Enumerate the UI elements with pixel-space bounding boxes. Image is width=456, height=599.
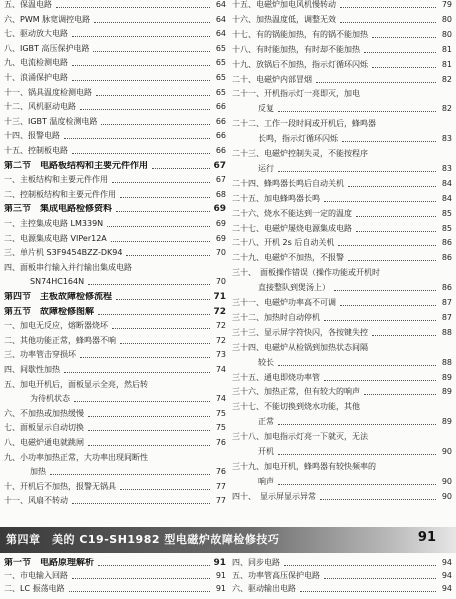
toc-entry-label: 加热 xyxy=(30,467,46,477)
toc-page-number: 80 xyxy=(441,29,452,39)
toc-leader-dots xyxy=(340,7,436,8)
toc-leader-dots xyxy=(372,335,436,336)
toc-entry xyxy=(4,496,226,506)
toc-page-number: 82 xyxy=(441,74,452,84)
toc-entry xyxy=(4,58,226,68)
toc-entry-label: 三十七、不能切换到烧水功能，其他 xyxy=(232,402,360,412)
toc-entry-label: 三、功率管击穿损坏 xyxy=(4,350,76,360)
toc-leader-dots xyxy=(107,226,210,227)
toc-entry xyxy=(4,131,226,141)
toc-page-number: 90 xyxy=(441,447,452,456)
toc-entry-label: 六、驱动输出电路 xyxy=(232,584,296,593)
toc-entry-label: 二十一、开机指示灯一亮即灭，加电 xyxy=(232,89,360,99)
toc-entry-label: 四、间歇性加热 xyxy=(4,365,60,374)
toc-page-number: 75 xyxy=(215,423,226,433)
toc-entry xyxy=(232,447,452,457)
toc-entry-label: 十、开机后不加热，报警无锅具 xyxy=(4,481,116,491)
toc-page-number: 91 xyxy=(213,558,226,568)
toc-entry xyxy=(232,209,452,219)
toc-entry xyxy=(232,268,452,278)
toc-leader-dots xyxy=(72,578,210,579)
toc-entry xyxy=(4,571,226,581)
toc-entry xyxy=(4,263,226,273)
toc-leader-dots xyxy=(316,82,436,83)
toc-page-number: 89 xyxy=(441,387,452,397)
toc-leader-dots xyxy=(356,231,436,232)
toc-entry xyxy=(4,190,226,200)
toc-page-number: 84 xyxy=(441,178,452,188)
toc-entry-label: 十五、控制板电路 xyxy=(4,146,68,155)
toc-leader-dots xyxy=(112,182,210,183)
toc-leader-dots xyxy=(278,484,436,485)
toc-leader-dots xyxy=(116,299,210,300)
toc-leader-dots xyxy=(324,380,436,381)
toc-entry-label: 长鸣，指示灯循环闪烁 xyxy=(258,134,338,144)
toc-leader-dots xyxy=(320,499,436,500)
toc-leader-dots xyxy=(278,171,436,172)
toc-page-number: 76 xyxy=(215,438,226,447)
toc-page-number: 81 xyxy=(441,59,452,69)
toc-leader-dots xyxy=(324,201,436,202)
toc-entry xyxy=(232,149,452,159)
toc-entry-label: 第五节 故障检修图解 xyxy=(4,306,95,317)
toc-page-number: 72 xyxy=(215,321,226,331)
toc-leader-dots xyxy=(300,591,436,592)
toc-entry-label: 十六、加热温度低，调整无效 xyxy=(232,14,336,24)
toc-entry xyxy=(4,44,226,54)
toc-leader-dots xyxy=(116,211,210,212)
toc-entry xyxy=(4,204,226,214)
toc-leader-dots xyxy=(372,37,436,38)
toc-leader-dots xyxy=(98,314,210,315)
toc-entry-label: 十八、有时能加热，有时却不能加热 xyxy=(232,44,360,54)
toc-entry-label: 三、单片机 S3F9454BZZ-DK94 xyxy=(4,248,123,258)
toc-entry xyxy=(232,343,452,353)
toc-entry-label: 直接整队到煲汤上） xyxy=(258,283,330,293)
toc-page-number: 64 xyxy=(215,0,226,9)
toc-entry-label: 九、小功率加热正常，大功率出现间断性 xyxy=(4,452,148,462)
toc-entry xyxy=(232,75,452,85)
toc-page-number: 66 xyxy=(215,102,226,112)
toc-leader-dots xyxy=(64,138,210,139)
toc-leader-dots xyxy=(112,328,210,329)
toc-entry-label: 三十、 面板操作错误（操作功能或开机时 xyxy=(232,268,380,278)
toc-entry xyxy=(4,482,226,492)
chapter-page-number: 91 xyxy=(417,530,436,545)
toc-entry-label: 四十、 显示屏显示异常 xyxy=(232,491,316,501)
toc-page-number: 86 xyxy=(441,283,452,293)
toc-entry xyxy=(4,438,226,448)
toc-page-number: 64 xyxy=(215,29,226,39)
toc-entry xyxy=(232,558,452,568)
toc-leader-dots xyxy=(80,109,210,110)
toc-entry-label: 二十六、烧水不能达到一定的温度 xyxy=(232,208,352,218)
toc-entry-label: 三十九、加电开机，蜂鸣器有较快频率的 xyxy=(232,461,376,471)
toc-page-number: 72 xyxy=(213,306,226,317)
toc-entry xyxy=(4,73,226,83)
toc-page-number: 87 xyxy=(441,298,452,307)
toc-leader-dots xyxy=(50,474,210,475)
toc-entry xyxy=(4,175,226,185)
toc-page-number: 70 xyxy=(215,277,226,287)
toc-page-number: 79 xyxy=(441,0,452,9)
chapter-title: 第四章 美的 C19-SH1982 型电磁炉故障检修技巧 xyxy=(6,533,280,546)
toc-page-number: 74 xyxy=(215,394,226,404)
toc-entry-label: 二十四、蜂鸣器长鸣后自动关机 xyxy=(232,178,344,188)
toc-entry xyxy=(232,0,452,10)
toc-entry-label: 七、驱动放大电路 xyxy=(4,29,68,39)
toc-page-number: 94 xyxy=(441,571,452,580)
toc-leader-dots xyxy=(120,489,210,490)
toc-entry xyxy=(232,387,452,397)
toc-entry-label: 开机 xyxy=(258,447,274,456)
toc-entry-label: 为待机状态 xyxy=(30,394,70,404)
toc-page-number: 86 xyxy=(441,253,452,263)
toc-entry-label: 一、加电无反应，熔断器烧坏 xyxy=(4,321,108,331)
toc-page-number: 75 xyxy=(215,408,226,418)
toc-entry xyxy=(232,298,452,308)
toc-entry xyxy=(232,358,452,368)
toc-leader-dots xyxy=(111,241,210,242)
toc-entry xyxy=(4,292,226,302)
toc-entry-label: 十三、IGBT 温度检测电路 xyxy=(4,116,98,126)
toc-page-number: 88 xyxy=(441,357,452,367)
toc-entry-label: 三十八、加电指示灯亮一下就灭，无法 xyxy=(232,432,368,442)
toc-entry-label: 运行 xyxy=(258,163,274,173)
toc-page-number: 80 xyxy=(441,14,452,24)
toc-entry xyxy=(4,336,226,346)
toc-leader-dots xyxy=(348,186,436,187)
toc-entry-label: 十四、报警电路 xyxy=(4,131,60,141)
toc-entry xyxy=(4,307,226,317)
toc-entry xyxy=(4,423,226,433)
toc-page-number: 74 xyxy=(215,365,226,374)
toc-page-number: 69 xyxy=(213,204,226,215)
toc-page-number: 83 xyxy=(441,134,452,144)
toc-page-number: 67 xyxy=(215,175,226,185)
toc-leader-dots xyxy=(69,591,210,592)
toc-entry-label: 五、保温电路 xyxy=(4,0,52,9)
toc-leader-dots xyxy=(324,320,436,321)
toc-entry xyxy=(4,234,226,244)
toc-page-number: 84 xyxy=(441,193,452,203)
toc-page-number: 91 xyxy=(215,584,226,593)
toc-entry xyxy=(4,453,226,463)
toc-entry-label: 三十三、显示屏字符快闪，各按键失控 xyxy=(232,327,368,337)
toc-entry xyxy=(232,224,452,234)
toc-entry xyxy=(232,328,452,338)
toc-leader-dots xyxy=(340,305,436,306)
toc-leader-dots xyxy=(348,260,436,261)
toc-page-number: 65 xyxy=(215,43,226,53)
toc-entry-label: 正常 xyxy=(258,417,274,427)
toc-entry xyxy=(232,253,452,263)
toc-entry-label: 二十、电磁炉内部冒烟 xyxy=(232,74,312,84)
toc-leader-dots xyxy=(98,565,210,566)
toc-page-number: 91 xyxy=(215,571,226,580)
toc-entry xyxy=(232,432,452,442)
toc-leader-dots xyxy=(80,357,210,358)
toc-leader-dots xyxy=(120,197,210,198)
toc-entry-label: 六、不加热或加热缓慢 xyxy=(4,408,84,418)
toc-entry xyxy=(232,584,452,594)
toc-entry xyxy=(232,313,452,323)
toc-entry xyxy=(232,45,452,55)
toc-entry xyxy=(4,365,226,375)
toc-page-number: 69 xyxy=(215,233,226,243)
toc-entry xyxy=(4,558,226,568)
toc-entry xyxy=(4,584,226,594)
toc-entry xyxy=(4,394,226,404)
toc-entry-label: 反复 xyxy=(258,104,274,114)
toc-entry-label: 三十六、加热正常，但有较大的响声 xyxy=(232,387,360,397)
toc-page-number: 83 xyxy=(441,163,452,173)
toc-entry-label: 一、市电输入回路 xyxy=(4,571,68,580)
toc-entry xyxy=(4,409,226,419)
toc-entry-label: 五、功率管高压保护电路 xyxy=(232,571,320,580)
toc-entry xyxy=(232,238,452,248)
toc-leader-dots xyxy=(372,67,436,68)
toc-entry xyxy=(232,283,452,293)
toc-entry-label: 二十七、电磁炉屡烧电源集成电路 xyxy=(232,223,352,233)
toc-page-number: 66 xyxy=(215,116,226,126)
toc-entry xyxy=(4,88,226,98)
toc-entry xyxy=(4,248,226,258)
toc-leader-dots xyxy=(56,7,210,8)
toc-page-number: 69 xyxy=(215,219,226,228)
toc-page-number: 64 xyxy=(215,14,226,24)
toc-entry-label: 二、其他功能正常，蜂鸣器不响 xyxy=(4,335,116,345)
toc-leader-dots xyxy=(152,168,210,169)
toc-page-number: 82 xyxy=(441,104,452,114)
toc-entry-label: 较长 xyxy=(258,357,274,367)
toc-leader-dots xyxy=(74,401,210,402)
toc-leader-dots xyxy=(64,372,210,373)
toc-page-number: 65 xyxy=(215,73,226,82)
toc-leader-dots xyxy=(96,95,210,96)
toc-entry-label: 十九、放锅后不加热，指示灯循环闪烁 xyxy=(232,59,368,69)
toc-page-number: 88 xyxy=(441,327,452,337)
toc-page-number: 94 xyxy=(441,584,452,593)
toc-leader-dots xyxy=(88,445,210,446)
toc-entry xyxy=(232,462,452,472)
toc-page-number: 72 xyxy=(215,335,226,345)
toc-leader-dots xyxy=(126,255,210,256)
toc-entry-label: 六、PWM 脉宽调控电路 xyxy=(4,14,91,24)
toc-leader-dots xyxy=(278,454,436,455)
toc-entry xyxy=(232,194,452,204)
toc-page-number: 77 xyxy=(215,481,226,491)
toc-entry-label: 第四节 主板故障检修流程 xyxy=(4,292,113,302)
toc-page-number: 89 xyxy=(441,372,452,382)
toc-entry-label: 四、面板串行输入并行输出集成电路 xyxy=(4,262,132,272)
toc-entry xyxy=(232,417,452,427)
toc-leader-dots xyxy=(324,578,436,579)
toc-entry-label: 第二节 电路板结构和主要元件作用 xyxy=(4,160,149,171)
toc-entry-label: 七、面板显示自动切换 xyxy=(4,423,84,433)
toc-entry-label: 十七、有的锅能加热，有的锅不能加热 xyxy=(232,29,368,39)
toc-leader-dots xyxy=(278,111,436,112)
toc-entry-label: 十五、电磁炉加电风机慢转动 xyxy=(232,0,336,9)
toc-page-number: 87 xyxy=(441,312,452,322)
toc-leader-dots xyxy=(72,65,210,66)
toc-leader-dots xyxy=(340,22,436,23)
toc-entry xyxy=(232,402,452,412)
toc-entry xyxy=(232,119,452,129)
toc-entry-label: SN74HC164N xyxy=(30,277,85,287)
toc-entry xyxy=(232,492,452,502)
toc-entry-label: 八、IGBT 高压保护电路 xyxy=(4,43,90,53)
toc-entry-label: 一、主板结构和主要元件作用 xyxy=(4,175,108,185)
toc-entry xyxy=(232,15,452,25)
toc-entry-label: 十一、锅具温度检测电路 xyxy=(4,87,92,97)
toc-entry xyxy=(4,102,226,112)
toc-entry xyxy=(4,29,226,39)
toc-page-number: 90 xyxy=(441,491,452,501)
toc-leader-dots xyxy=(72,503,210,504)
toc-leader-dots xyxy=(88,430,210,431)
toc-entry xyxy=(232,373,452,383)
toc-page-number: 68 xyxy=(215,189,226,199)
toc-entry-label: 二十五、加电蜂鸣器长鸣 xyxy=(232,193,320,203)
toc-page-number: 85 xyxy=(441,208,452,218)
toc-entry-label: 九、电流检测电路 xyxy=(4,58,68,68)
toc-leader-dots xyxy=(284,565,436,566)
toc-page-number: 86 xyxy=(441,238,452,248)
toc-page-number: 90 xyxy=(441,476,452,486)
toc-entry-label: 二十九、电磁炉不加热，不报警 xyxy=(232,253,344,263)
toc-entry-label: 二十二、工作一段时间或开机后，蜂鸣器 xyxy=(232,119,376,129)
toc-leader-dots xyxy=(88,416,210,417)
toc-page-number: 89 xyxy=(441,417,452,427)
toc-leader-dots xyxy=(101,124,210,125)
toc-entry xyxy=(4,380,226,390)
toc-page-number: 76 xyxy=(215,467,226,477)
toc-page-number: 94 xyxy=(441,558,452,567)
toc-entry xyxy=(4,219,226,229)
toc-leader-dots xyxy=(278,424,436,425)
toc-page-number: 70 xyxy=(215,248,226,258)
toc-entry xyxy=(232,134,452,144)
toc-page-number: 71 xyxy=(213,292,226,302)
toc-entry-label: 五、加电开机后，面板显示全亮，然后转 xyxy=(4,379,148,389)
toc-entry-label: 三十二、加热时自动停机 xyxy=(232,312,320,322)
toc-entry-label: 十、浪涌保护电路 xyxy=(4,73,68,82)
toc-page-number: 77 xyxy=(215,496,226,506)
toc-entry-label: 四、同步电路 xyxy=(232,558,280,567)
toc-leader-dots xyxy=(342,141,436,142)
toc-leader-dots xyxy=(88,284,210,285)
toc-page-number: 66 xyxy=(215,146,226,155)
toc-entry-label: 二、LC 振荡电路 xyxy=(4,584,65,593)
toc-entry-label: 十一、风扇不转动 xyxy=(4,496,68,506)
toc-entry xyxy=(232,164,452,174)
toc-entry xyxy=(232,89,452,99)
toc-entry xyxy=(232,571,452,581)
toc-entry xyxy=(4,0,226,10)
toc-entry-label: 十二、风机驱动电路 xyxy=(4,102,76,112)
toc-entry xyxy=(4,277,226,287)
toc-entry xyxy=(4,146,226,156)
toc-entry-label: 二、电源集成电路 VIPer12A xyxy=(4,233,107,243)
toc-entry-label: 第三节 集成电路检修资料 xyxy=(4,204,113,215)
toc-entry-label: 三十四、电磁炉从检锅到加热状态间隔 xyxy=(232,342,368,352)
toc-leader-dots xyxy=(72,36,210,37)
toc-entry xyxy=(4,321,226,331)
toc-leader-dots xyxy=(120,343,210,344)
toc-entry xyxy=(232,477,452,487)
toc-leader-dots xyxy=(338,245,436,246)
toc-entry xyxy=(4,15,226,25)
toc-entry xyxy=(4,350,226,360)
toc-entry-label: 三十五、通电即烧功率管 xyxy=(232,372,320,382)
toc-entry xyxy=(232,30,452,40)
toc-entry-label: 响声 xyxy=(258,476,274,486)
toc-entry-label: 二十三、电磁炉控制失灵，不能按程序 xyxy=(232,149,368,158)
toc-leader-dots xyxy=(94,22,210,23)
toc-leader-dots xyxy=(72,153,210,154)
toc-entry xyxy=(4,117,226,127)
toc-leader-dots xyxy=(364,52,436,53)
toc-entry xyxy=(4,161,226,171)
toc-entry xyxy=(232,179,452,189)
toc-leader-dots xyxy=(364,394,436,395)
toc-page-number: 66 xyxy=(215,131,226,141)
toc-page-number: 81 xyxy=(441,44,452,54)
toc-entry xyxy=(232,104,452,114)
toc-leader-dots xyxy=(334,290,436,291)
toc-leader-dots xyxy=(356,216,436,217)
toc-entry-label: 二、控制板结构和主要元件作用 xyxy=(4,189,116,199)
toc-page-number: 67 xyxy=(213,160,226,171)
toc-entry-label: 第一节 电路原理解析 xyxy=(4,558,95,568)
toc-leader-dots xyxy=(93,51,210,52)
toc-page-number: 65 xyxy=(215,87,226,97)
toc-entry-label: 八、电磁炉通电就跳闸 xyxy=(4,438,84,447)
toc-page-number: 73 xyxy=(215,350,226,360)
toc-entry-label: 二十八、开机 2s 后自动关机 xyxy=(232,238,335,248)
toc-entry-label: 一、主控集成电路 LM339N xyxy=(4,219,104,228)
toc-entry-label: 三十一、电磁炉功率高不可调 xyxy=(232,298,336,307)
toc-page-number: 85 xyxy=(441,223,452,233)
toc-leader-dots xyxy=(72,80,210,81)
toc-page-number: 65 xyxy=(215,58,226,68)
toc-entry xyxy=(232,60,452,70)
toc-entry xyxy=(4,467,226,477)
toc-leader-dots xyxy=(278,365,436,366)
